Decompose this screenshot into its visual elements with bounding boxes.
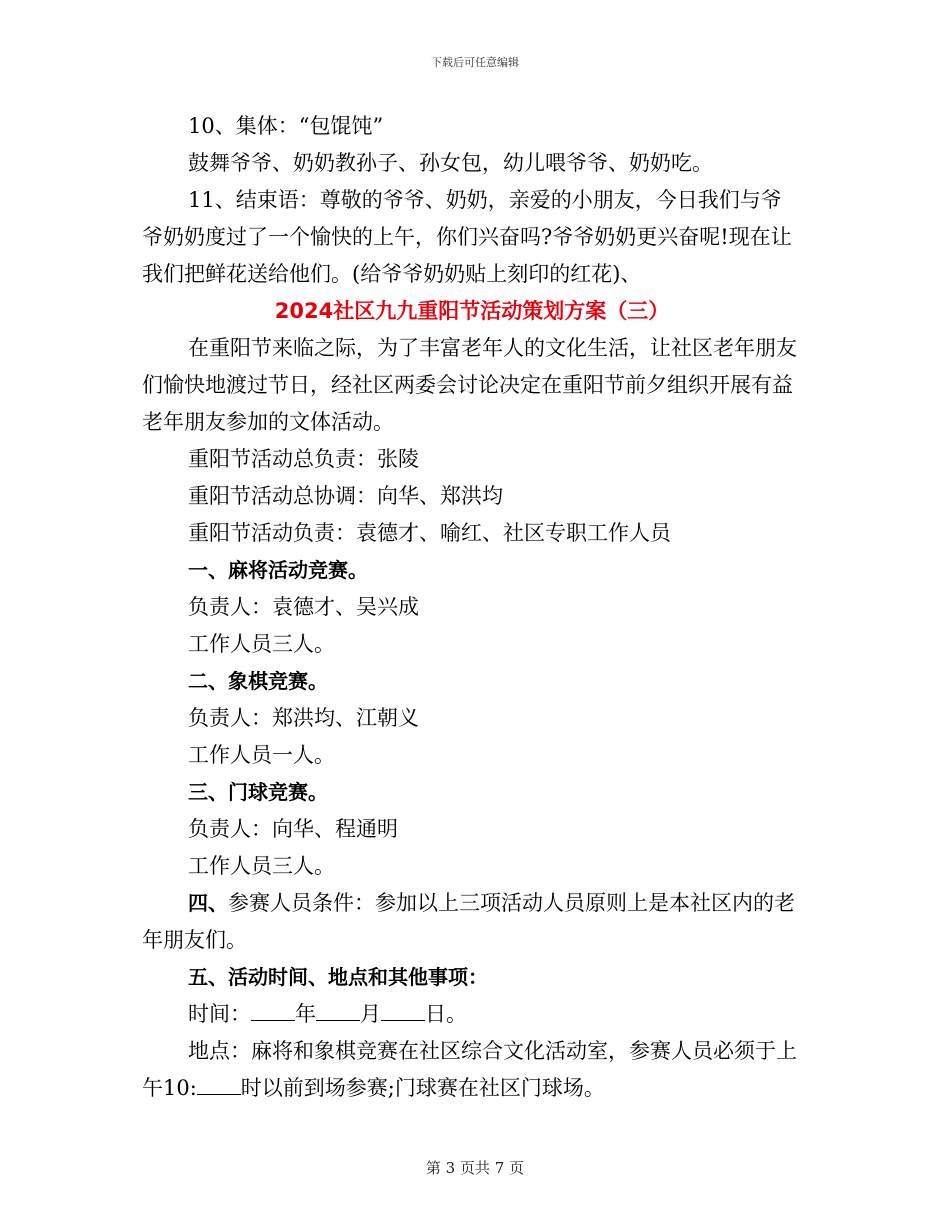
blank-hour <box>197 1076 241 1095</box>
paragraph-chief: 重阳节活动总负责：张陵 <box>188 447 419 471</box>
blank-day <box>381 1002 425 1021</box>
paragraph-gateball-lead: 负责人：向华、程通明 <box>188 817 398 841</box>
heading-gateball: 三、门球竞赛。 <box>188 780 328 804</box>
paragraph-location <box>142 1033 802 1107</box>
page-footer: 第 3 页共 7 页 <box>425 1159 525 1177</box>
location-text: 地点：麻将和象棋竞赛在社区综合文化活动室，参赛人员必须于上午10: <box>142 1039 797 1100</box>
heading-time-place: 五、活动时间、地点和其他事项： <box>188 965 488 989</box>
time-year: 年 <box>295 1002 316 1026</box>
blank-year <box>251 1002 295 1021</box>
paragraph-time <box>142 996 802 1033</box>
paragraph-chess-staff: 工作人员一人。 <box>188 743 335 767</box>
paragraph-gateball-staff: 工作人员三人。 <box>188 854 335 878</box>
paragraph-dumpling: 鼓舞爷爷、奶奶教孙子、孙女包，幼儿喂爷爷、奶奶吃。 <box>188 151 713 175</box>
paragraph-intro: 在重阳节来临之际，为了丰富老年人的文化生活，让社区老年朋友们愉快地渡过节日，经社区两委会讨论决定在重阳节前夕组织开展有益老年朋友参加的文体活动。 <box>142 336 797 434</box>
paragraph-mahjong-staff: 工作人员三人。 <box>188 632 335 656</box>
paragraph-responsible: 重阳节活动负责：袁德才、喻红、社区专职工作人员 <box>188 521 671 545</box>
paragraph-eligibility <box>142 885 802 959</box>
time-label: 时间： <box>188 1002 251 1026</box>
paragraph-item-10: 10、集体：“包馄饨” <box>188 114 384 138</box>
document-body <box>142 108 802 1107</box>
heading-chess: 二、象棋竞赛。 <box>188 669 328 693</box>
paragraph-mahjong-lead: 负责人：袁德才、吴兴成 <box>188 595 419 619</box>
eligibility-text: 参赛人员条件：参加以上三项活动人员原则上是本社区内的老年朋友们。 <box>142 891 795 952</box>
heading-eligibility: 四、 <box>188 891 228 915</box>
section-title: 2024社区九九重阳节活动策划方案（三） <box>274 299 670 323</box>
paragraph-item-11: 11、结束语：尊敬的爷爷、奶奶，亲爱的小朋友，今日我们与爷爷奶奶度过了一个愉快的上午，你们兴奋吗?爷爷奶奶更兴奋呢!现在让我们把鲜花送给他们。(给爷爷奶奶贴上刻印的红花)、 <box>142 188 792 286</box>
paragraph-coordinator: 重阳节活动总协调：向华、郑洪均 <box>188 484 503 508</box>
blank-month <box>316 1002 360 1021</box>
page-header: 下载后可任意编辑 <box>431 56 519 69</box>
time-day: 日。 <box>425 1002 467 1026</box>
location-tail: 时以前到场参赛;门球赛在社区门球场。 <box>240 1076 605 1100</box>
heading-mahjong: 一、麻将活动竞赛。 <box>188 558 368 582</box>
paragraph-chess-lead: 负责人：郑洪均、江朝义 <box>188 706 419 730</box>
time-month: 月 <box>360 1002 381 1026</box>
